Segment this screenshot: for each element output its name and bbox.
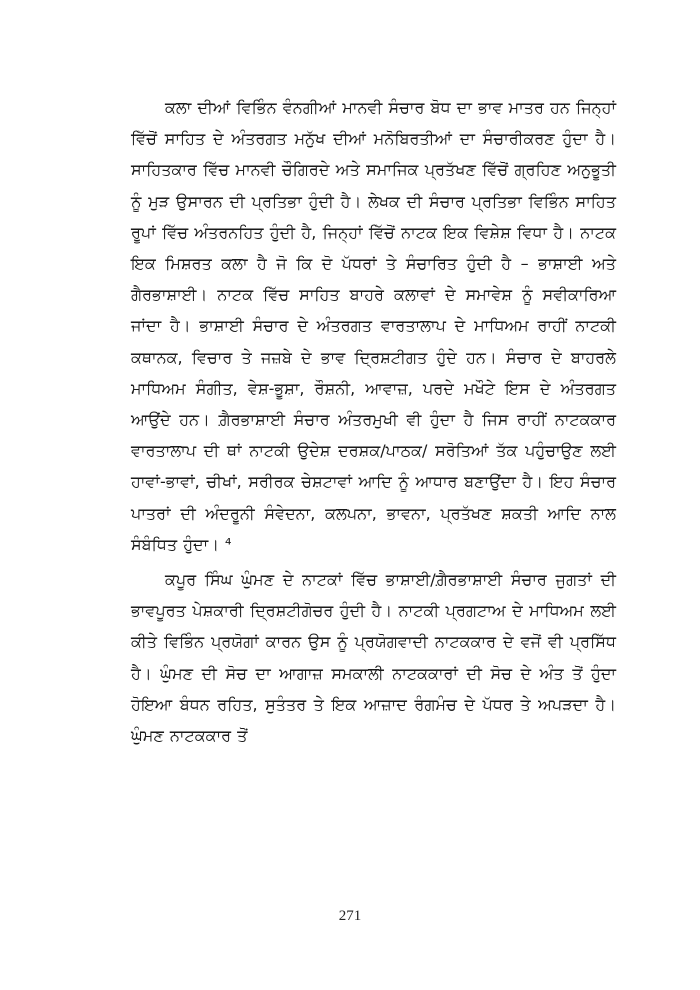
page-number: 271: [338, 908, 362, 924]
body-text: [131, 92, 616, 751]
paragraph-1: ਕਲਾ ਦੀਆਂ ਵਿਭਿੰਨ ਵੰਨਗੀਆਂ ਮਾਨਵੀ ਸੰਚਾਰ ਬੋਧ ਦਾ ਭਾਵ ਮਾਤਰ ਹਨ ਜਿਨ੍ਹਾਂ ਵਿੱਚੋਂ ਸਾਹਿਤ ਦੇ ਅੰਤਰਗਤ ਮਨੁੱਖ ਦੀਆਂ ਮਨੋਬਿਰਤੀਆਂ ਦਾ ਸੰਚਾਰੀਕਰਣ ਹੁੰਦਾ ਹੈ। ਸਾਹਿਤਕਾਰ ਵਿੱਚ ਮਾਨਵੀ ਚੌਗਿਰਦੇ ਅਤੇ ਸਮਾਜਿਕ ਪ੍ਰਤੱਖਣ ਵਿੱਚੋਂ ਗ੍ਰਹਿਣ ਅਨੁਭੂਤੀ ਨੂੰ ਮੁੜ ਉਸਾਰਨ ਦੀ ਪ੍ਰਤਿਭਾ ਹੁੰਦੀ ਹੈ। ਲੇਖਕ ਦੀ ਸੰਚਾਰ ਪ੍ਰਤਿਭਾ ਵਿਭਿੰਨ ਸਾਹਿਤ ਰੂਪਾਂ ਵਿੱਚ ਅੰਤਰਨਹਿਤ ਹੁੰਦੀ ਹੈ, ਜਿਨ੍ਹਾਂ ਵਿੱਚੋਂ ਨਾਟਕ ਇਕ ਵਿਸ਼ੇਸ਼ ਵਿਧਾ ਹੈ। ਨਾਟਕ ਇਕ ਮਿਸ਼ਰਤ ਕਲਾ ਹੈ ਜੋ ਕਿ ਦੋ ਪੱਧਰਾਂ ਤੇ ਸੰਚਾਰਿਤ ਹੁੰਦੀ ਹੈ – ਭਾਸ਼ਾਈ ਅਤੇ ਗੈਰਭਾਸ਼ਾਈ। ਨਾਟਕ ਵਿੱਚ ਸਾਹਿਤ ਬਾਹਰੇ ਕਲਾਵਾਂ ਦੇ ਸਮਾਵੇਸ਼ ਨੂੰ ਸਵੀਕਾਰਿਆ ਜਾਂਦਾ ਹੈ। ਭਾਸ਼ਾਈ ਸੰਚਾਰ ਦੇ ਅੰਤਰਗਤ ਵਾਰਤਾਲਾਪ ਦੇ ਮਾਧਿਅਮ ਰਾਹੀਂ ਨਾਟਕੀ ਕਥਾਨਕ, ਵਿਚਾਰ ਤੇ ਜਜ਼ਬੇ ਦੇ ਭਾਵ ਦ੍ਰਿਸ਼ਟੀਗਤ ਹੁੰਦੇ ਹਨ। ਸੰਚਾਰ ਦੇ ਬਾਹਰਲੇ ਮਾਧਿਅਮ ਸੰਗੀਤ, ਵੇਸ਼-ਭੂਸ਼ਾ, ਰੌਸ਼ਨੀ, ਆਵਾਜ਼, ਪਰਦੇ ਮਖੌਟੇ ਇਸ ਦੇ ਅੰਤਰਗਤ ਆਉਂਦੇ ਹਨ। ਗ਼ੈਰਭਾਸ਼ਾਈ ਸੰਚਾਰ ਅੰਤਰਮੁਖੀ ਵੀ ਹੁੰਦਾ ਹੈ ਜਿਸ ਰਾਹੀਂ ਨਾਟਕਕਾਰ ਵਾਰਤਾਲਾਪ ਦੀ ਥਾਂ ਨਾਟਕੀ ਉਦੇਸ਼ ਦਰਸ਼ਕ/ਪਾਠਕ/ ਸਰੋਤਿਆਂ ਤੱਕ ਪਹੁੰਚਾਉਣ ਲਈ ਹਾਵਾਂ-ਭਾਵਾਂ, ਚੀਖਾਂ, ਸਰੀਰਕ ਚੇਸ਼ਟਾਵਾਂ ਆਦਿ ਨੂੰ ਆਧਾਰ ਬਣਾਉਂਦਾ ਹੈ। ਇਹ ਸੰਚਾਰ ਪਾਤਰਾਂ ਦੀ ਅੰਦਰੂਨੀ ਸੰਵੇਦਨਾ, ਕਲਪਨਾ, ਭਾਵਨਾ, ਪ੍ਰਤੱਖਣ ਸ਼ਕਤੀ ਆਦਿ ਨਾਲ ਸੰਬੰਧਿਤ ਹੁੰਦਾ। ⁴: [131, 98, 616, 554]
paragraph-2: ਕਪੂਰ ਸਿੰਘ ਘੁੰਮਣ ਦੇ ਨਾਟਕਾਂ ਵਿੱਚ ਭਾਸ਼ਾਈ/ਗ਼ੈਰਭਾਸ਼ਾਈ ਸੰਚਾਰ ਜੁਗਤਾਂ ਦੀ ਭਾਵਪੂਰਤ ਪੇਸ਼ਕਾਰੀ ਦ੍ਰਿਸ਼ਟੀਗੋਚਰ ਹੁੰਦੀ ਹੈ। ਨਾਟਕੀ ਪ੍ਰਗਟਾਅ ਦੇ ਮਾਧਿਅਮ ਲਈ ਕੀਤੇ ਵਿਭਿੰਨ ਪ੍ਰਯੋਗਾਂ ਕਾਰਨ ਉਸ ਨੂੰ ਪ੍ਰਯੋਗਵਾਦੀ ਨਾਟਕਕਾਰ ਦੇ ਵਜੋਂ ਵੀ ਪ੍ਰਸਿੱਧ ਹੈ। ਘੁੰਮਣ ਦੀ ਸੋਚ ਦਾ ਆਗਾਜ਼ ਸਮਕਾਲੀ ਨਾਟਕਕਾਰਾਂ ਦੀ ਸੋਚ ਦੇ ਅੰਤ ਤੋਂ ਹੁੰਦਾ ਹੋਇਆ ਬੰਧਨ ਰਹਿਤ, ਸੁਤੰਤਰ ਤੇ ਇਕ ਆਜ਼ਾਦ ਰੰਗਮੰਚ ਦੇ ਪੱਧਰ ਤੇ ਅਪੜਦਾ ਹੈ। ਘੁੰਮਣ ਨਾਟਕਕਾਰ ਤੋਂ: [131, 570, 616, 746]
